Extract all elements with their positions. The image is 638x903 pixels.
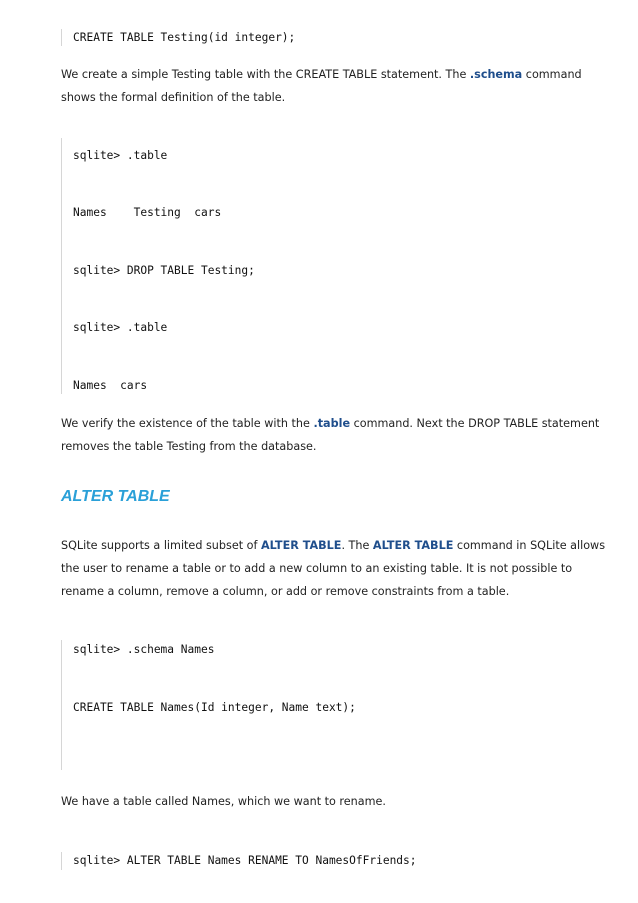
paragraph-create-testing [61, 63, 606, 109]
keyword-schema: .schema [469, 68, 523, 81]
code-block-drop-table [61, 138, 255, 394]
code-line: sqlite> .schema Names [73, 643, 215, 656]
code-block-create-testing [61, 29, 296, 46]
paragraph-text: We create a simple Testing table with the CREATE TABLE statement. The [61, 68, 470, 81]
paragraph-text: command shows the formal definition of the table. [61, 68, 582, 104]
code-line: CREATE TABLE Testing(id integer); [73, 31, 296, 44]
paragraph-text: command in SQLite allows the user to rename a table or to add a new column to an existing table. It is not possible to rename a column, remove a column, or add or remove constraints from a table. [61, 539, 606, 598]
code-line: CREATE TABLE Names(Id integer, Name text); [73, 701, 356, 714]
code-line: sqlite> .table [73, 321, 168, 334]
paragraph-drop-table [61, 412, 606, 458]
code-block-rename-table [61, 852, 417, 870]
paragraph-rename: We have a table called Names, which we want to rename. [61, 795, 386, 808]
paragraph-text: SQLite supports a limited subset of [61, 539, 261, 552]
paragraph-alter-table [61, 534, 606, 603]
section-heading-alter-table: ALTER TABLE [61, 488, 170, 505]
code-block-schema-names [61, 640, 356, 770]
paragraph-text: . The [341, 539, 373, 552]
paragraph-text: We verify the existence of the table with the [61, 417, 314, 430]
code-line: Names Testing cars [73, 206, 222, 219]
keyword-alter-table: ALTER TABLE [372, 539, 454, 552]
code-line: sqlite> .table [73, 149, 168, 162]
code-line: sqlite> DROP TABLE Testing; [73, 264, 255, 277]
keyword-alter-table: ALTER TABLE [261, 539, 342, 552]
keyword-table: .table [313, 417, 351, 430]
paragraph-text: command. Next the DROP TABLE statement removes the table Testing from the database. [61, 417, 600, 453]
code-line: sqlite> ALTER TABLE Names RENAME TO NamesOfFriends; [73, 854, 417, 867]
code-line: Names cars [73, 379, 148, 392]
